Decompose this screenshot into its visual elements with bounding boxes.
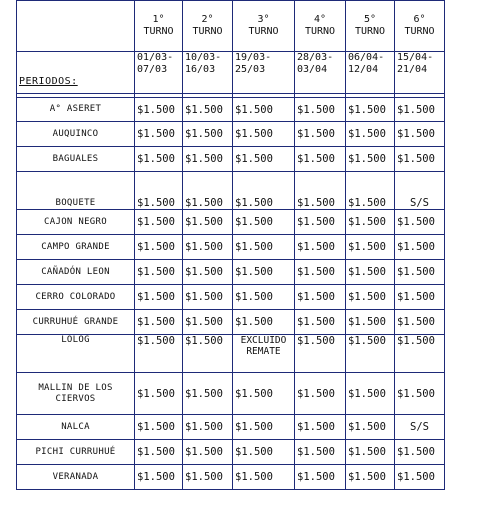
fee-value: $1.500 <box>235 197 273 209</box>
fee-value: $1.500 <box>137 128 175 140</box>
fee-value: $1.500 <box>235 153 273 165</box>
fee-value: $1.500 <box>235 471 273 483</box>
fee-value: $1.500 <box>397 316 435 328</box>
fee-cell <box>395 172 445 210</box>
fee-cell <box>346 373 395 415</box>
period-end: 03/04 <box>297 64 328 75</box>
periods-label-cell <box>17 52 135 94</box>
fee-value: $1.500 <box>397 335 435 347</box>
fee-cell <box>183 373 233 415</box>
fee-cell <box>346 98 395 122</box>
fee-value: $1.500 <box>297 128 335 140</box>
fee-cell <box>183 147 233 172</box>
period-end: 21/04 <box>397 64 428 75</box>
site-name-cell <box>17 260 135 285</box>
fee-value: $1.500 <box>348 387 386 400</box>
turno-label: TURNO <box>143 26 174 37</box>
period-cell-6 <box>395 52 445 94</box>
fee-cell <box>183 310 233 335</box>
fee-cell <box>395 373 445 415</box>
fee-value: $1.500 <box>185 103 223 116</box>
fee-cell <box>233 415 295 440</box>
site-name-cell <box>17 335 135 373</box>
fee-value: $1.500 <box>137 216 175 228</box>
fee-value: $1.500 <box>185 291 223 303</box>
fee-value: $1.500 <box>297 291 335 303</box>
fee-cell <box>295 310 346 335</box>
fee-cell <box>233 440 295 465</box>
fee-cell <box>295 172 346 210</box>
table-row <box>17 335 445 373</box>
fee-cell <box>295 98 346 122</box>
fee-value: S/S <box>410 421 429 433</box>
fee-cell <box>295 335 346 373</box>
fee-value: $1.500 <box>235 387 273 400</box>
fee-value: $1.500 <box>185 335 223 347</box>
site-name-cell <box>17 440 135 465</box>
period-cell-1 <box>135 52 183 94</box>
table-row <box>17 440 445 465</box>
fee-value: $1.500 <box>348 241 386 253</box>
fee-value: $1.500 <box>235 316 273 328</box>
fee-value: $1.500 <box>348 153 386 165</box>
fee-cell <box>295 285 346 310</box>
fee-cell <box>135 210 183 235</box>
fee-value: $1.500 <box>137 316 175 328</box>
fee-value: $1.500 <box>297 421 335 433</box>
site-name-cell <box>17 172 135 210</box>
turno-label: TURNO <box>354 26 386 37</box>
period-end: 16/03 <box>185 64 216 75</box>
fee-value: $1.500 <box>185 421 223 433</box>
period-start: 01/03- <box>137 52 174 63</box>
fee-cell <box>346 465 395 490</box>
site-name-cell <box>17 210 135 235</box>
site-name: CAMPO GRANDE <box>41 241 110 252</box>
fee-value: $1.500 <box>137 266 175 278</box>
fee-value: $1.500 <box>348 446 386 458</box>
fee-cell <box>233 310 295 335</box>
fee-cell <box>295 147 346 172</box>
fee-value: S/S <box>410 197 429 209</box>
fee-value: $1.500 <box>137 153 175 165</box>
fee-value: $1.500 <box>137 241 175 253</box>
fee-cell <box>295 210 346 235</box>
fee-cell <box>395 235 445 260</box>
fee-value: $1.500 <box>137 291 175 303</box>
fee-cell <box>395 310 445 335</box>
fee-cell <box>295 415 346 440</box>
fee-value: $1.500 <box>137 103 175 116</box>
fee-value: $1.500 <box>348 421 386 433</box>
fee-cell <box>183 335 233 373</box>
fee-value: $1.500 <box>397 446 435 458</box>
fee-value: $1.500 <box>397 266 435 278</box>
period-cell-4 <box>295 52 346 94</box>
fee-value: $1.500 <box>137 197 175 209</box>
fee-cell <box>183 415 233 440</box>
fee-value: $1.500 <box>235 241 273 253</box>
fee-cell <box>346 415 395 440</box>
table-row <box>17 285 445 310</box>
fee-cell <box>233 285 295 310</box>
turno-number: 2° <box>201 14 214 25</box>
fee-value: $1.500 <box>137 421 175 433</box>
fee-cell <box>295 235 346 260</box>
period-cell-2 <box>183 52 233 94</box>
turno-header-1 <box>135 1 183 52</box>
fee-value: $1.500 <box>297 446 335 458</box>
fee-value: $1.500 <box>297 266 335 278</box>
fee-cell <box>346 285 395 310</box>
fee-value: $1.500 <box>297 316 335 328</box>
fee-value: $1.500 <box>348 103 386 116</box>
turno-number: 3° <box>257 14 270 25</box>
fee-value: $1.500 <box>235 421 273 433</box>
table-row <box>17 98 445 122</box>
site-name: A° ASERET <box>49 104 102 114</box>
fee-value: $1.500 <box>185 216 223 228</box>
fee-value: $1.500 <box>137 471 175 483</box>
period-end: 12/04 <box>348 64 379 75</box>
fee-cell <box>135 122 183 147</box>
fee-cell <box>295 373 346 415</box>
period-start: 28/03- <box>297 52 334 63</box>
fee-cell <box>135 415 183 440</box>
fee-cell <box>395 335 445 373</box>
site-name-cell <box>17 465 135 490</box>
fee-table-body <box>17 1 445 490</box>
fee-cell <box>295 440 346 465</box>
fee-value: $1.500 <box>397 241 435 253</box>
fee-cell <box>346 172 395 210</box>
fee-cell <box>183 260 233 285</box>
fee-value: $1.500 <box>137 335 175 347</box>
table-row <box>17 310 445 335</box>
period-start: 19/03- <box>235 52 272 63</box>
fee-cell <box>295 465 346 490</box>
fee-value: $1.500 <box>397 103 435 116</box>
period-end: 07/03 <box>137 64 168 75</box>
table-row <box>17 235 445 260</box>
fee-value: $1.500 <box>137 387 175 400</box>
site-name: NALCA <box>61 421 90 432</box>
turno-header-4 <box>295 1 346 52</box>
fee-cell <box>183 210 233 235</box>
fee-value: $1.500 <box>185 128 223 140</box>
fee-value: $1.500 <box>185 241 223 253</box>
fee-value: $1.500 <box>137 446 175 458</box>
fee-cell <box>395 260 445 285</box>
period-cell-3 <box>233 52 295 94</box>
turno-number: 1° <box>152 14 165 25</box>
site-name: CERRO COLORADO <box>35 291 116 302</box>
fee-cell <box>346 310 395 335</box>
fee-cell <box>233 235 295 260</box>
table-row <box>17 147 445 172</box>
site-name: CIERVOS <box>55 393 96 404</box>
site-name: PICHI CURRUHUÉ <box>35 446 116 457</box>
fee-value: $1.500 <box>185 153 223 165</box>
fee-value: $1.500 <box>348 335 386 347</box>
fee-value: $1.500 <box>185 266 223 278</box>
fee-cell <box>233 210 295 235</box>
fee-value: $1.500 <box>235 216 273 228</box>
fee-value: $1.500 <box>185 471 223 483</box>
fee-value: EXCLUIDO REMATE <box>240 335 287 357</box>
fee-cell <box>395 98 445 122</box>
header-corner-cell <box>17 1 135 52</box>
fee-value: $1.500 <box>348 216 386 228</box>
fee-cell <box>183 440 233 465</box>
site-name: CAJON NEGRO <box>44 216 107 227</box>
fee-value: $1.500 <box>397 128 435 140</box>
turno-header-3 <box>233 1 295 52</box>
period-cell-5 <box>346 52 395 94</box>
fee-cell <box>395 285 445 310</box>
fee-cell <box>233 122 295 147</box>
fee-value: $1.500 <box>235 266 273 278</box>
fee-value: $1.500 <box>297 471 335 483</box>
fee-value: $1.500 <box>348 316 386 328</box>
site-name: BAGUALES <box>52 153 99 164</box>
site-name-cell <box>17 235 135 260</box>
site-name-cell <box>17 285 135 310</box>
fee-cell <box>395 440 445 465</box>
fee-cell <box>135 172 183 210</box>
turno-label: TURNO <box>404 26 435 37</box>
period-start: 06/04- <box>348 52 385 63</box>
fee-value: $1.500 <box>235 446 273 458</box>
fee-cell <box>135 465 183 490</box>
site-name: AUQUINCO <box>52 128 99 139</box>
fee-value: $1.500 <box>185 316 223 328</box>
turno-label: TURNO <box>304 26 336 37</box>
fee-cell <box>135 310 183 335</box>
fee-cell <box>135 260 183 285</box>
header-row <box>17 1 445 52</box>
fee-cell <box>183 235 233 260</box>
fee-cell <box>183 465 233 490</box>
fee-cell <box>233 147 295 172</box>
site-name-cell <box>17 415 135 440</box>
site-name: VERANADA <box>52 471 99 482</box>
fee-cell <box>183 285 233 310</box>
fee-cell <box>233 373 295 415</box>
site-name-cell <box>17 310 135 335</box>
periods-label: PERIODOS: <box>19 76 78 87</box>
site-name: CAÑADÓN LEON <box>41 266 110 277</box>
site-name-cell <box>17 98 135 122</box>
table-row <box>17 122 445 147</box>
fee-value: $1.500 <box>297 153 335 165</box>
fee-value: $1.500 <box>397 471 435 483</box>
table-row <box>17 373 445 415</box>
turno-number: 6° <box>413 14 426 25</box>
fee-value: $1.500 <box>348 471 386 483</box>
fee-cell <box>395 147 445 172</box>
fee-cell <box>135 235 183 260</box>
fee-cell <box>135 147 183 172</box>
fee-cell <box>346 335 395 373</box>
table-row <box>17 210 445 235</box>
site-name: MALLIN DE LOS <box>38 382 113 393</box>
fee-value: $1.500 <box>348 128 386 140</box>
fee-cell <box>233 260 295 285</box>
fee-cell <box>346 210 395 235</box>
site-name-cell <box>17 147 135 172</box>
fee-cell <box>295 260 346 285</box>
fee-value: $1.500 <box>397 291 435 303</box>
fee-value: $1.500 <box>185 197 223 209</box>
fee-cell <box>395 415 445 440</box>
fee-value: $1.500 <box>348 197 386 209</box>
fee-cell <box>135 285 183 310</box>
fee-cell <box>183 122 233 147</box>
fee-cell <box>233 98 295 122</box>
fee-cell <box>395 122 445 147</box>
fee-cell <box>135 440 183 465</box>
fee-value: $1.500 <box>297 216 335 228</box>
site-name-cell <box>17 122 135 147</box>
fee-cell <box>183 98 233 122</box>
site-name: CURRUHUÉ GRANDE <box>32 316 119 327</box>
fee-cell <box>135 98 183 122</box>
fee-cell <box>135 373 183 415</box>
site-name-cell <box>17 373 135 415</box>
fee-cell <box>395 465 445 490</box>
period-start: 15/04- <box>397 52 434 63</box>
period-start: 10/03- <box>185 52 222 63</box>
turno-header-5 <box>346 1 395 52</box>
fee-value: $1.500 <box>297 335 335 347</box>
fee-cell <box>183 172 233 210</box>
table-row <box>17 415 445 440</box>
period-end: 25/03 <box>235 64 266 75</box>
turno-number: 5° <box>363 14 377 25</box>
fee-value: $1.500 <box>397 216 435 228</box>
site-name: BOQUETE <box>55 198 96 208</box>
site-name: LOLOG <box>61 335 90 345</box>
turno-label: TURNO <box>192 26 223 37</box>
fee-cell <box>346 440 395 465</box>
fee-cell <box>295 122 346 147</box>
table-row <box>17 465 445 490</box>
fee-cell <box>346 260 395 285</box>
fee-value: $1.500 <box>348 266 386 278</box>
fee-value: $1.500 <box>397 387 435 400</box>
fee-value: $1.500 <box>297 387 335 400</box>
table-row <box>17 260 445 285</box>
fee-value: $1.500 <box>297 197 335 209</box>
fee-table <box>16 0 445 490</box>
fee-cell <box>233 335 295 373</box>
fee-value: $1.500 <box>397 153 435 165</box>
turno-label: TURNO <box>248 26 279 37</box>
fee-value: $1.500 <box>348 291 386 303</box>
fee-value: $1.500 <box>185 387 223 400</box>
fee-cell <box>233 465 295 490</box>
fee-value: $1.500 <box>235 128 273 140</box>
table-row <box>17 172 445 210</box>
turno-header-2 <box>183 1 233 52</box>
fee-value: $1.500 <box>297 241 335 253</box>
fee-cell <box>346 147 395 172</box>
fee-value: $1.500 <box>235 103 273 116</box>
fee-cell <box>346 235 395 260</box>
fee-value: $1.500 <box>235 291 273 303</box>
fee-cell <box>346 122 395 147</box>
fee-value: $1.500 <box>185 446 223 458</box>
turno-number: 4° <box>313 14 327 25</box>
fee-cell <box>395 210 445 235</box>
turno-header-6 <box>395 1 445 52</box>
fee-value: $1.500 <box>297 103 335 116</box>
fee-cell <box>233 172 295 210</box>
periods-row <box>17 52 445 94</box>
fee-cell <box>135 335 183 373</box>
